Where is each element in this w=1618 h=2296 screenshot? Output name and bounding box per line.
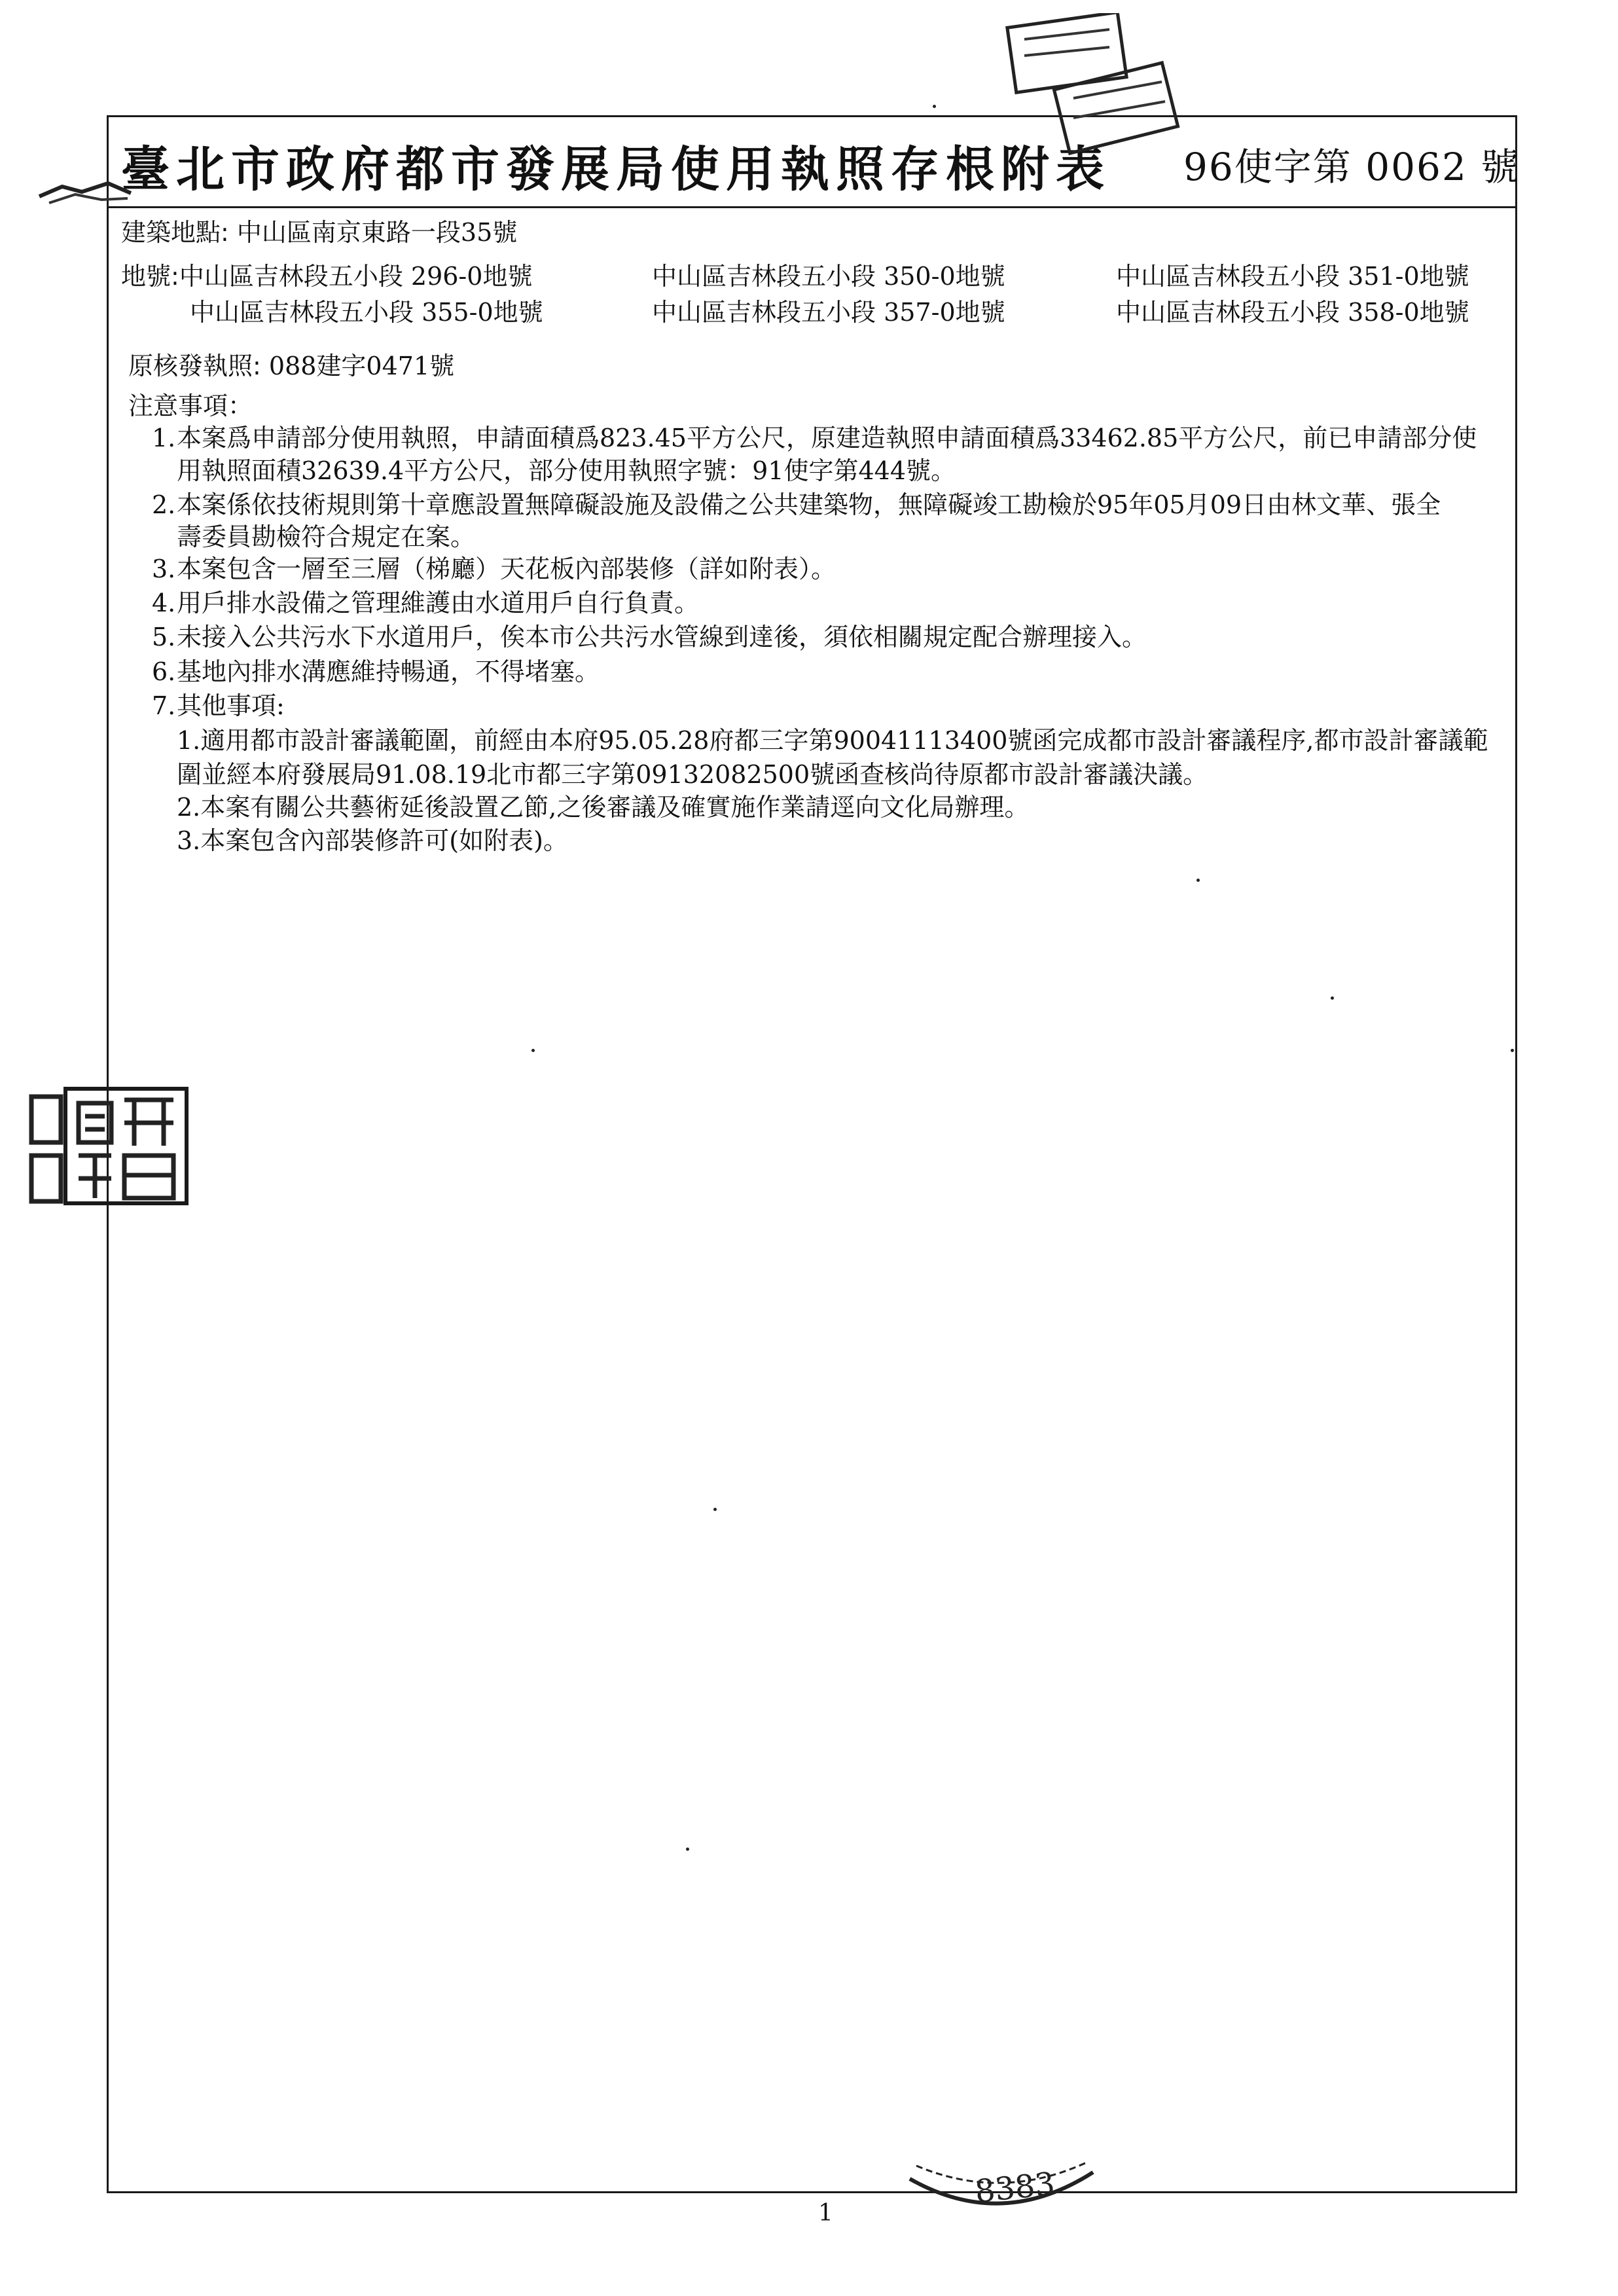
note-item: 7.其他事項: (152, 691, 285, 720)
lot-number: 中山區吉林段五小段 355-0地號 (190, 298, 543, 327)
note-text: 本案包含一層至三層（梯廳）天花板內部裝修（詳如附表）。 (177, 555, 836, 583)
original-permit-label: 原核發執照: (128, 352, 261, 380)
note-item: 6.基地內排水溝應維持暢通，不得堵塞。 (152, 657, 600, 686)
permit-number: 96使字第 0062 號 (1183, 145, 1520, 189)
note-item: 1.本案爲申請部分使用執照，申請面積爲823.45平方公尺，原建造執照申請面積爲33462.85平方公尺，前已申請部分使 (152, 424, 1477, 452)
note-text: 基地內排水溝應維持暢通，不得堵塞。 (177, 657, 600, 686)
notes-heading: 注意事項： (128, 392, 253, 420)
lot-label: 地號: (121, 262, 179, 291)
note-item: 4.用戶排水設備之管理維護由水道用戶自行負責。 (152, 589, 700, 617)
note-text: 未接入公共污水下水道用戶，俟本市公共污水管線到達後，須依相關規定配合辦理接入。 (177, 623, 1147, 651)
header-divider (107, 206, 1517, 208)
original-permit-value: 088建字0471號 (268, 352, 455, 380)
bottom-seal-icon (903, 2140, 1100, 2225)
lot-number: 中山區吉林段五小段 357-0地號 (652, 298, 1005, 327)
note-text: 用戶排水設備之管理維護由水道用戶自行負責。 (177, 589, 700, 617)
other-note: 圍並經本府發展局91.08.19北市都三字第09132082500號函查核尚待原都市設計審議決議。 (177, 760, 1208, 789)
document-title: 臺北市政府都市發展局使用執照存根附表 (121, 141, 1111, 198)
other-note: 2.本案有關公共藝術延後設置乙節,之後審議及確實施作業請逕向文化局辦理。 (177, 793, 1030, 822)
note-text: 用執照面積32639.4平方公尺，部分使用執照字號：91使字第444號。 (177, 456, 956, 485)
address-value: 中山區南京東路一段35號 (236, 218, 518, 247)
lot-number: 中山區吉林段五小段 296-0地號 (179, 262, 533, 291)
page-number: 1 (818, 2200, 833, 2227)
note-item: 5.未接入公共污水下水道用戶，俟本市公共污水管線到達後，須依相關規定配合辦理接入。 (152, 623, 1147, 651)
approval-stamp-icon (1001, 13, 1198, 164)
other-note: 1.適用都市設計審議範圍，前經由本府95.05.28府都三字第90041113400號函完成都市設計審議程序,都市設計審議範 (177, 726, 1488, 755)
note-text: 壽委員勘檢符合規定在案。 (177, 522, 476, 551)
scan-mark-icon (36, 167, 134, 206)
other-note: 3.本案包含內部裝修許可(如附表)。 (177, 826, 568, 855)
official-seal-icon (26, 1084, 193, 1218)
address-label: 建築地點: (121, 218, 229, 247)
note-item: 3.本案包含一層至三層（梯廳）天花板內部裝修（詳如附表）。 (152, 555, 836, 583)
note-text: 本案爲申請部分使用執照，申請面積爲823.45平方公尺，原建造執照申請面積爲33462.85平方公尺，前已申請部分使 (177, 424, 1477, 452)
lot-number: 中山區吉林段五小段 350-0地號 (652, 262, 1005, 291)
note-text: 本案係依技術規則第十章應設置無障礙設施及設備之公共建築物，無障礙竣工勘檢於95年05月09日由林文華、張全 (177, 490, 1441, 519)
lot-number: 中山區吉林段五小段 351-0地號 (1116, 262, 1469, 291)
seal-number: 8383 (973, 2165, 1057, 2211)
note-item: 2.本案係依技術規則第十章應設置無障礙設施及設備之公共建築物，無障礙竣工勘檢於95年05月09日由林文華、張全 (152, 490, 1441, 519)
note-text: 其他事項: (177, 691, 285, 720)
lot-number: 中山區吉林段五小段 358-0地號 (1116, 298, 1469, 327)
